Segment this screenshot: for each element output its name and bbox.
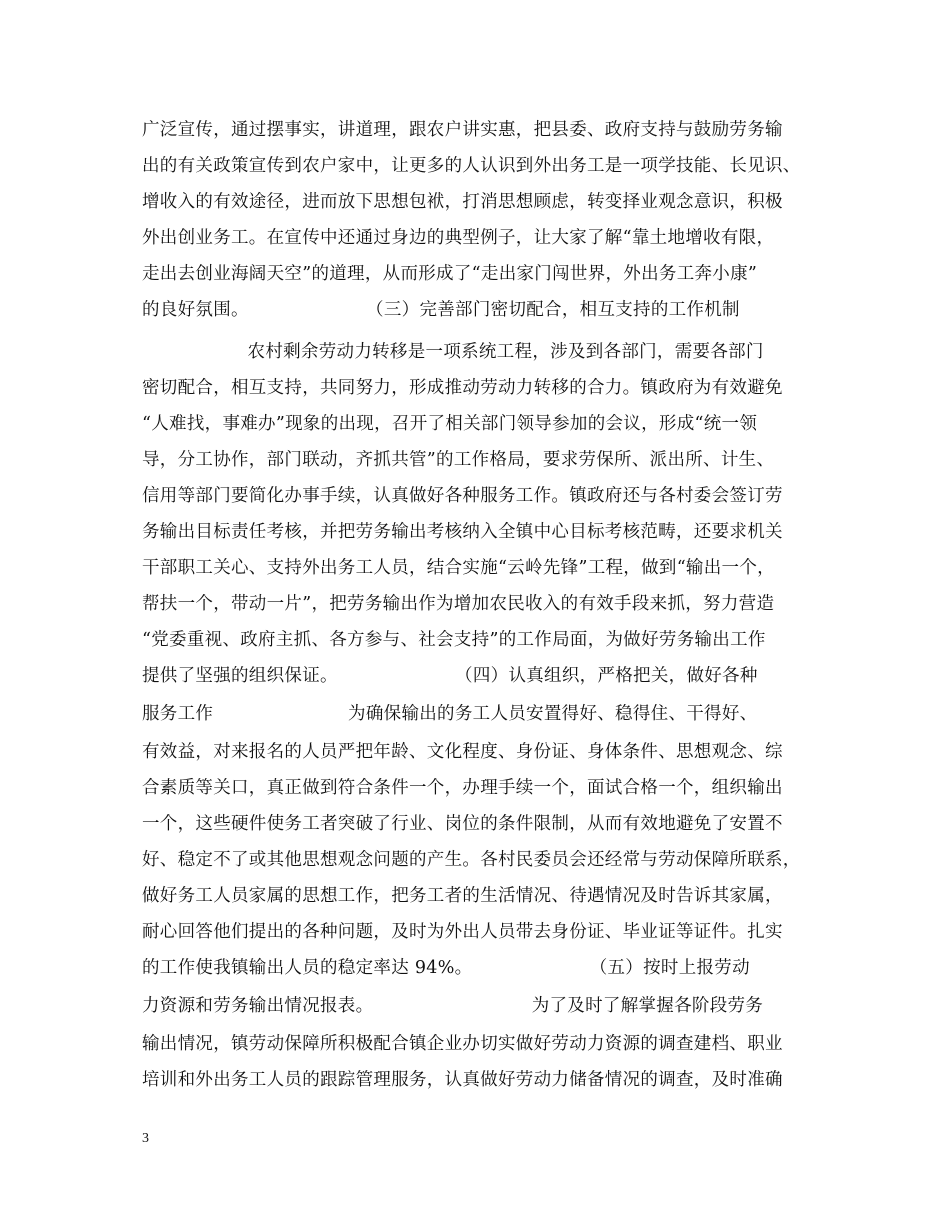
text-line: 农村剩余劳动力转移是一项系统工程，涉及到各部门，需要各部门: [142, 342, 764, 362]
text-line: 的工作使我镇输出人员的稳定率达 94%。 （五）按时上报劳动: [142, 958, 750, 978]
text-line: 信用等部门要简化办事手续，认真做好各种服务工作。镇政府还与各村委会签订劳: [142, 486, 783, 506]
text-line: 培训和外出务工人员的跟踪管理服务，认真做好劳动力储备情况的调查，及时准确: [142, 1070, 783, 1090]
text-line: 力资源和劳务输出情况报表。 为了及时了解掌握各阶段劳务: [142, 996, 764, 1016]
text-line: 好、稳定不了或其他思想观念问题的产生。各村民委员会还经常与劳动保障所联系，: [142, 850, 801, 870]
text-line: 外出创业务工。在宣传中还通过身边的典型例子，让大家了解“靠土地增收有限，: [142, 228, 775, 248]
text-line: 导，分工协作，部门联动，齐抓共管”的工作格局，要求劳保所、派出所、计生、: [142, 450, 775, 470]
text-line: 密切配合，相互支持，共同努力，形成推动劳动力转移的合力。镇政府为有效避免: [142, 378, 783, 398]
text-line: 输出情况，镇劳动保障所积极配合镇企业办切实做好劳动力资源的调查建档、职业: [142, 1034, 783, 1054]
text-line: “党委重视、政府主抓、各方参与、社会支持”的工作局面，为做好劳务输出工作: [142, 630, 766, 650]
page-number: 3: [142, 1131, 149, 1146]
text-line: 的良好氛围。 （三）完善部门密切配合，相互支持的工作机制: [142, 300, 740, 320]
text-line: 耐心回答他们提出的各种问题，及时为外出人员带去身份证、毕业证等证件。扎实: [142, 922, 783, 942]
text-line: 服务工作 为确保输出的务工人员安置得好、稳得住、干得好、: [142, 704, 758, 724]
text-line: 广泛宣传，通过摆事实，讲道理，跟农户讲实惠，把县委、政府支持与鼓励劳务输: [142, 120, 783, 140]
text-line: 务输出目标责任考核，并把劳务输出考核纳入全镇中心目标考核范畴，还要求机关: [142, 522, 783, 542]
text-line: 走出去创业海阔天空”的道理，从而形成了“走出家门闯世界，外出务工奔小康”: [142, 264, 758, 284]
text-line: 做好务工人员家属的思想工作，把务工者的生活情况、待遇情况及时告诉其家属，: [142, 886, 783, 906]
text-line: “人难找，事难办”现象的出现，召开了相关部门领导参加的会议，形成“统一领: [142, 414, 758, 434]
text-line: 提供了坚强的组织保证。 （四）认真组织，严格把关，做好各种: [142, 666, 758, 686]
text-line: 出的有关政策宣传到农户家中，让更多的人认识到外出务工是一项学技能、长见识、: [142, 156, 801, 176]
text-line: 有效益，对来报名的人员严把年龄、文化程度、身份证、身体条件、思想观念、综: [142, 742, 783, 762]
text-line: 一个，这些硬件使务工者突破了行业、岗位的条件限制，从而有效地避免了安置不: [142, 814, 783, 834]
text-line: 帮扶一个，带动一片”，把劳务输出作为增加农民收入的有效手段来抓，努力营造: [142, 594, 775, 614]
text-line: 干部职工关心、支持外出务工人员，结合实施“云岭先锋”工程，做到“输出一个，: [142, 558, 775, 578]
text-line: 增收入的有效途径，进而放下思想包袱，打消思想顾虑，转变择业观念意识，积极: [142, 192, 783, 212]
text-line: 合素质等关口，真正做到符合条件一个，办理手续一个，面试合格一个，组织输出: [142, 778, 783, 798]
